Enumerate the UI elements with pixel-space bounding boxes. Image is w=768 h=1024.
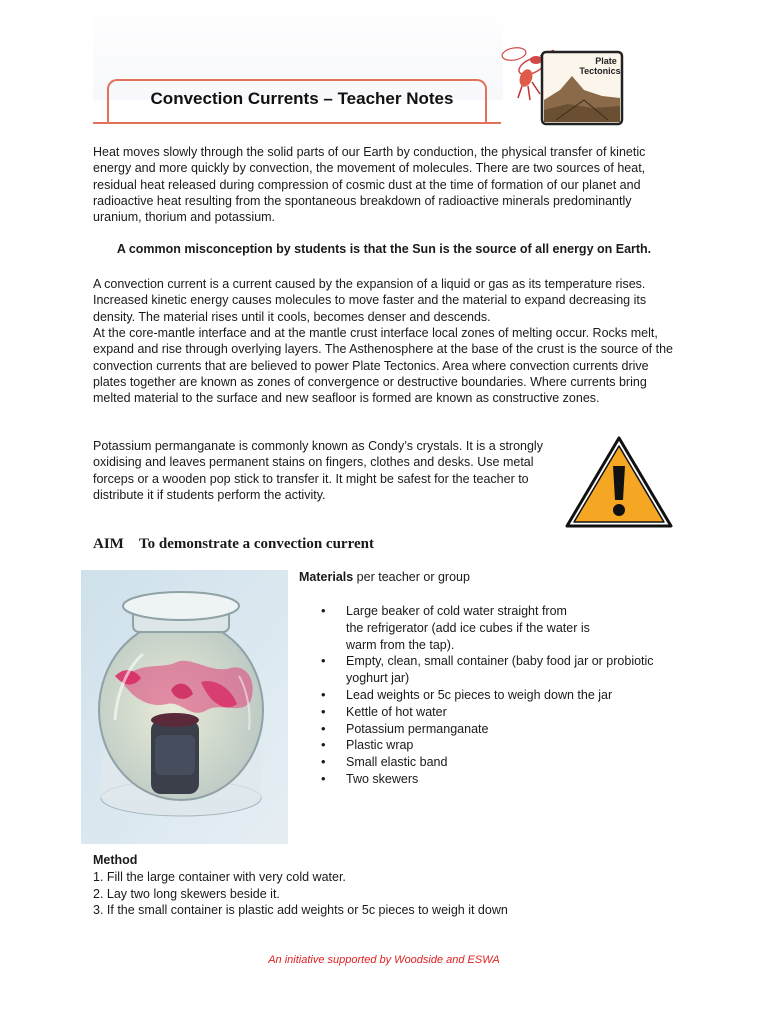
logo-text-tectonics: Tectonics bbox=[579, 66, 621, 76]
permanganate-paragraph: Potassium permanganate is commonly known as Condy’s crystals. It is a strongly oxidising and leaves permanent stains on fingers, clothes and desks. Use metal forceps or a wooden pop stick to transfer it. It might be safest for the teacher to distribute it if students perform the activity. bbox=[93, 439, 543, 502]
materials-label: Materials bbox=[299, 570, 354, 584]
list-item: • Lead weights or 5c pieces to weigh down the jar bbox=[299, 687, 654, 704]
title-underline bbox=[93, 122, 501, 124]
aim-text: To demonstrate a convection current bbox=[139, 536, 374, 552]
list-item: • Small elastic band bbox=[299, 754, 654, 771]
page-title: Convection Currents – Teacher Notes bbox=[150, 89, 454, 108]
list-item: • Large beaker of cold water straight from the refrigerator (add ice cubes if the water is warm from the tap). bbox=[299, 603, 654, 653]
intro-paragraph: Heat moves slowly through the solid parts of our Earth by conduction, the physical transfer of kinetic energy and more quickly by convection, the movement of molecules. There are two sources of heat, residual heat released during compression of cosmic dust at the time of formation of our planet and radioactive heat resulting from the spontaneous breakdown of radioactive minerals predominantly uranium, thorium and potassium. bbox=[93, 145, 646, 225]
plate-tectonics-logo bbox=[498, 38, 628, 128]
logo-text-plate: Plate bbox=[595, 56, 617, 66]
list-item: • Two skewers bbox=[299, 771, 654, 788]
materials-list bbox=[299, 603, 654, 788]
materials-suffix: per teacher or group bbox=[353, 570, 470, 584]
warning-icon bbox=[563, 434, 675, 532]
list-item: • Kettle of hot water bbox=[299, 704, 654, 721]
list-item: • Potassium permanganate bbox=[299, 721, 654, 738]
method-step: 3. If the small container is plastic add weights or 5c pieces to weigh it down bbox=[93, 903, 508, 917]
convection-paragraph-1: A convection current is a current caused by the expansion of a liquid or gas as its temperature rises. Increased kinetic energy causes molecules to move faster and the material to expand decreasing its density. The material rises until it cools, becomes denser and descends. bbox=[93, 277, 647, 324]
list-item: • Empty, clean, small container (baby food jar or probiotic yoghurt jar) bbox=[299, 653, 654, 687]
method-steps bbox=[93, 869, 508, 919]
method-step: 2. Lay two long skewers beside it. bbox=[93, 886, 280, 901]
footer-credit: An initiative supported by Woodside and ESWA bbox=[268, 954, 500, 966]
list-item: • Plastic wrap bbox=[299, 737, 654, 754]
method-heading: Method bbox=[93, 853, 138, 867]
method-step: 1. Fill the large container with very cold water. bbox=[93, 870, 346, 884]
misconception-note: A common misconception by students is that the Sun is the source of all energy on Earth. bbox=[116, 242, 652, 256]
convection-paragraph-2: At the core-mantle interface and at the mantle crust interface local zones of melting occur. Rocks melt, expand and rise through overlying layers. The Asthenosphere at the base of the crust is the source of the convection currents that are believed to power Plate Tectonics. Area where convection currents drive plates together are known as zones of convergence or destructive boundaries. Where currents bring melted material to the surface and new seafloor is formed are known as constructive zones. bbox=[93, 326, 673, 406]
materials-heading bbox=[299, 570, 470, 584]
convection-jar-photo bbox=[81, 570, 288, 844]
aim-label: AIM bbox=[93, 536, 124, 552]
aim-heading bbox=[93, 536, 374, 553]
